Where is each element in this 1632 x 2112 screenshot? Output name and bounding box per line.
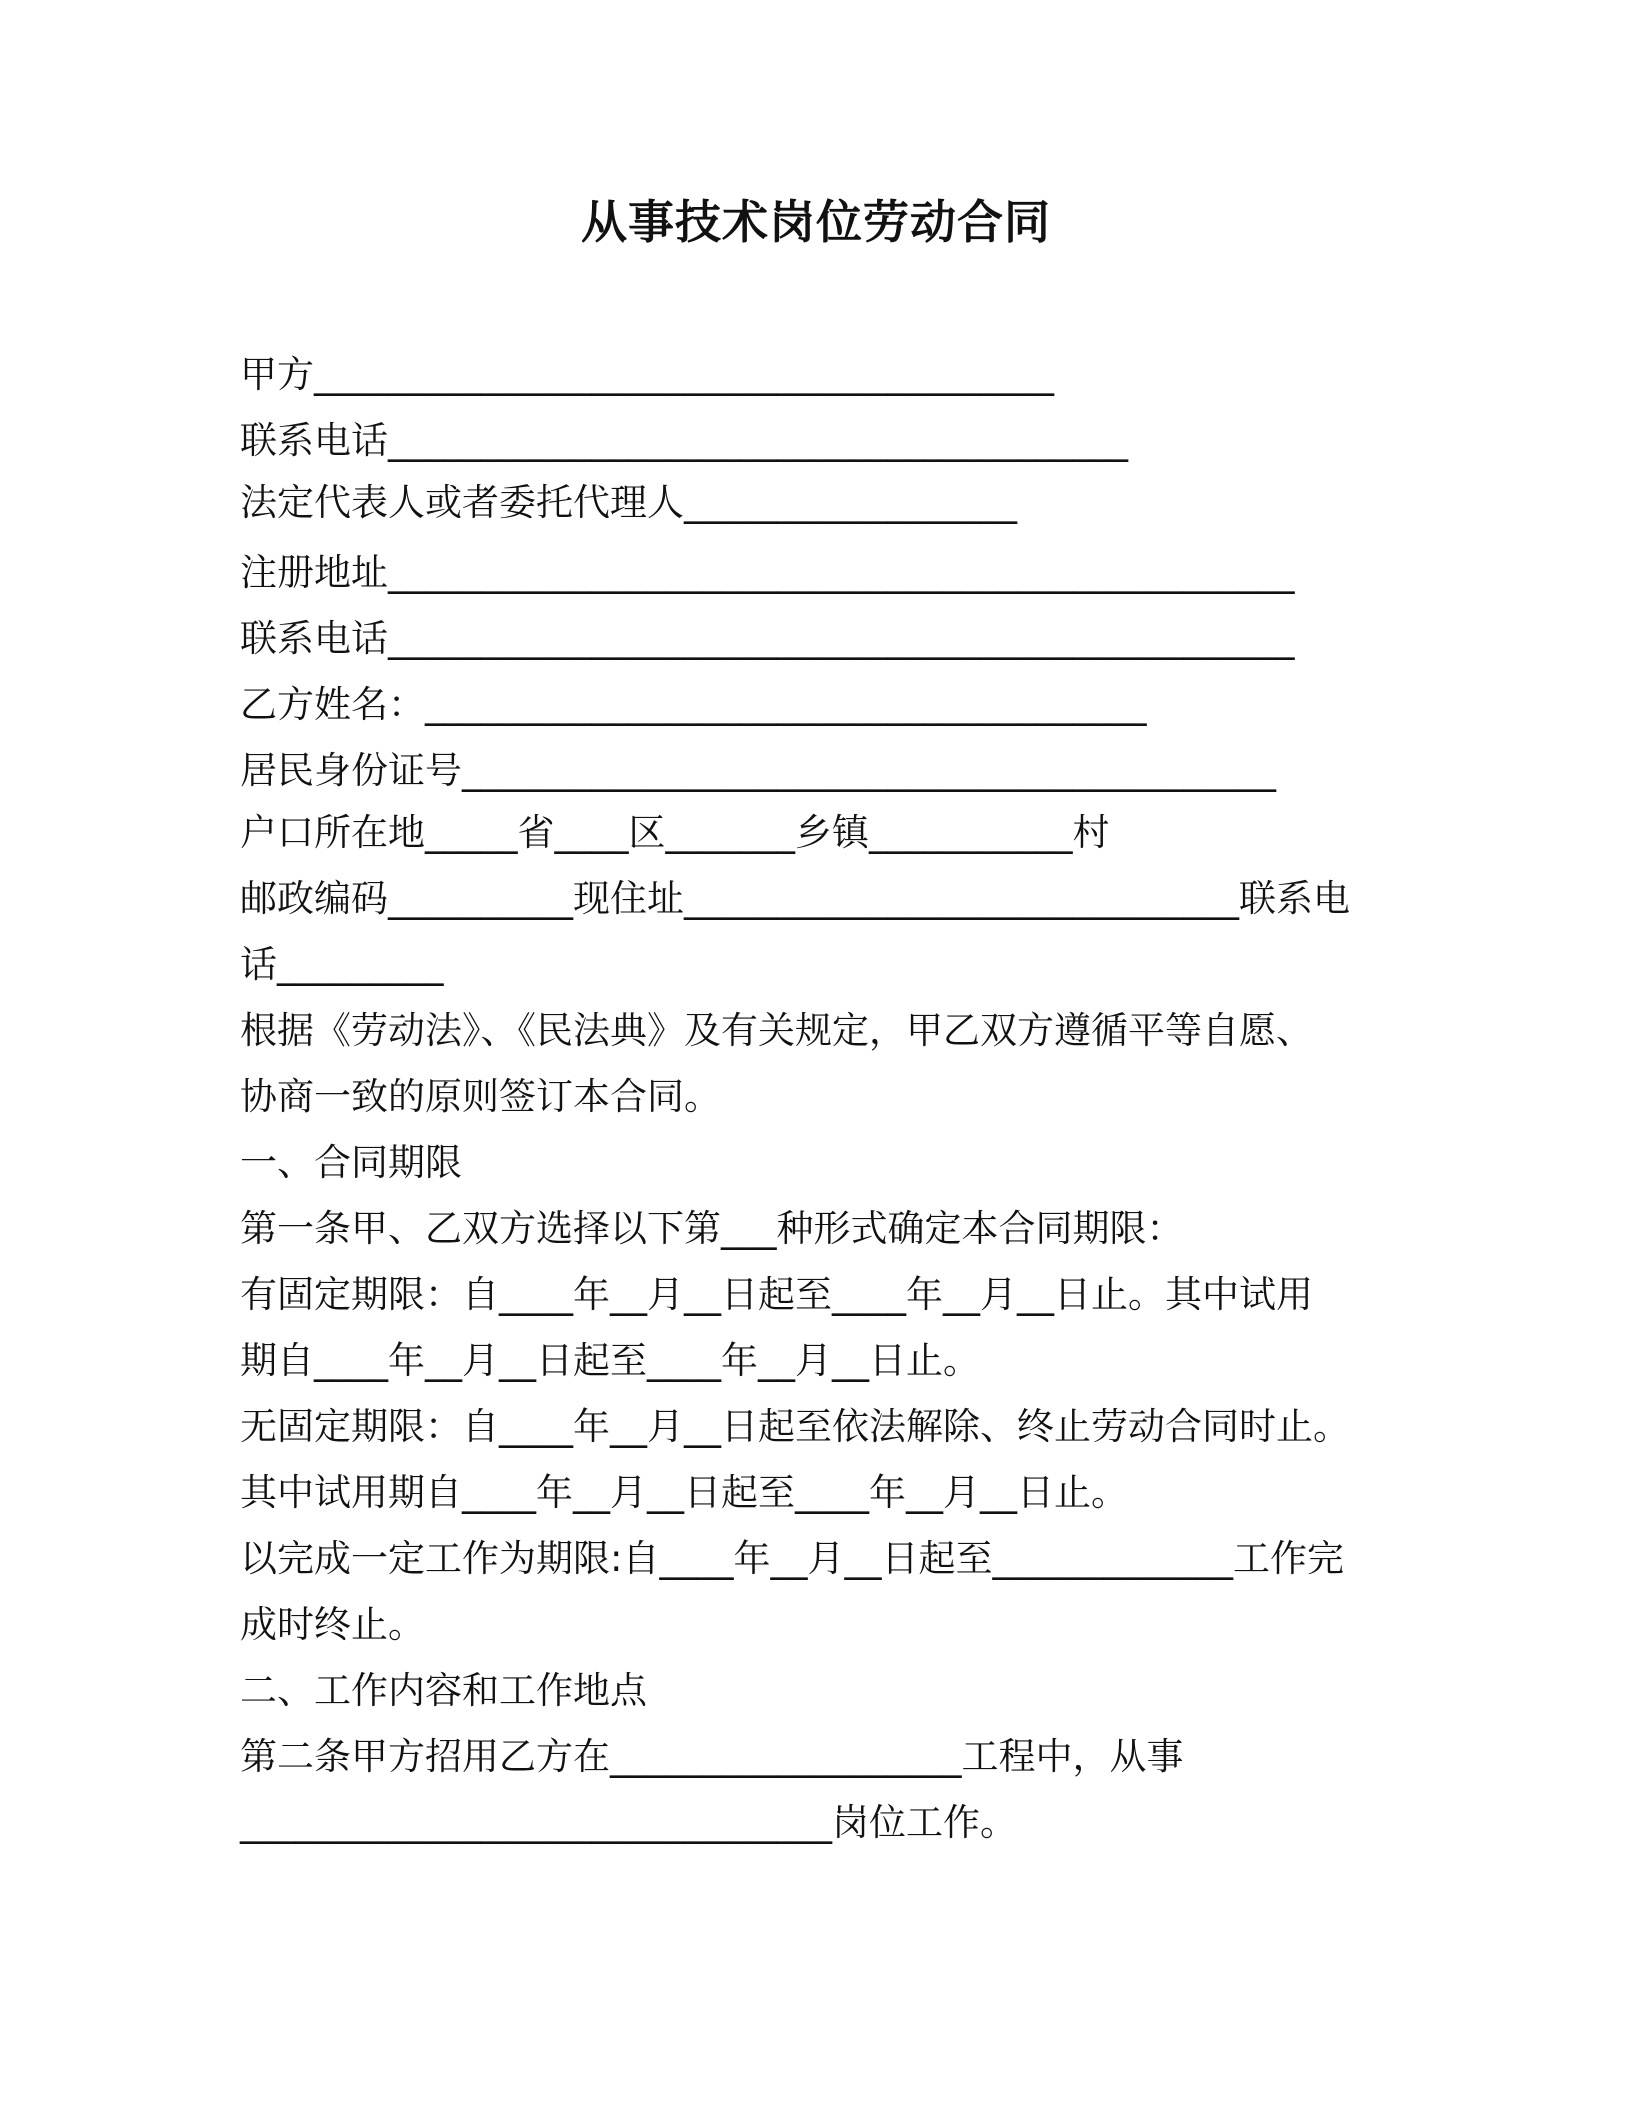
party-a-phone-line: 联系电话________________________________________ [240,419,1128,462]
registered-address-line: 注册地址_________________________________________________ [240,551,1295,594]
task-term-line-2: 成时终止。 [240,1603,425,1646]
section-1-heading: 一、合同期限 [240,1141,462,1184]
party-b-name-line: 乙方姓名：_______________________________________ [240,683,1147,726]
postal-address-line-continued: 话_________ [240,943,444,986]
task-term-line-1: 以完成一定工作为期限:自____年__月__日起至_____________工作完 [240,1537,1344,1580]
open-term-line-1: 无固定期限：自____年__月__日起至依法解除、终止劳动合同时止。 [240,1405,1350,1448]
preamble-line-1: 根据《劳动法》、《民法典》及有关规定，甲乙双方遵循平等自愿、 [240,1009,1313,1052]
article-2-line-1: 第二条甲方招用乙方在___________________工程中，从事 [240,1735,1184,1778]
fixed-term-line-1: 有固定期限：自____年__月__日起至____年__月__日止。其中试用 [240,1273,1313,1316]
id-number-line: 居民身份证号____________________________________________ [240,749,1276,792]
open-term-line-2: 其中试用期自____年__月__日起至____年__月__日止。 [240,1471,1128,1514]
legal-representative-line: 法定代表人或者委托代理人__________________ [240,481,1017,524]
household-registration-line: 户口所在地_____省____区_______乡镇___________村 [240,811,1110,854]
section-2-heading: 二、工作内容和工作地点 [240,1669,647,1712]
article-1-line: 第一条甲、乙双方选择以下第___种形式确定本合同期限： [240,1207,1184,1250]
postal-address-line: 邮政编码__________现住址______________________________联系电 [240,877,1350,920]
party-a-line: 甲方________________________________________ [240,353,1054,396]
document-title: 从事技术岗位劳动合同 [581,195,1051,249]
fixed-term-line-2: 期自____年__月__日起至____年__月__日止。 [240,1339,980,1382]
preamble-line-2: 协商一致的原则签订本合同。 [240,1075,721,1118]
registered-phone-line: 联系电话_________________________________________________ [240,617,1295,660]
article-2-line-2: ________________________________岗位工作。 [240,1801,1017,1844]
